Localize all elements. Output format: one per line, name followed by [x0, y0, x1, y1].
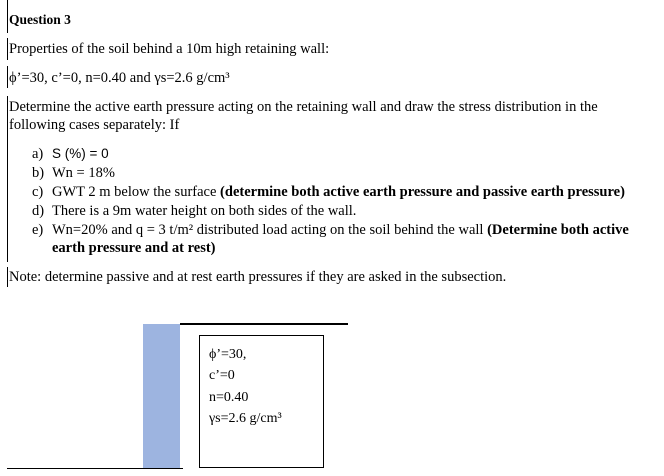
base-ground-line — [7, 468, 183, 469]
case-text: Wn = 18% — [52, 165, 115, 181]
legend-unit-weight: γs=2.6 g/cm³ — [209, 411, 282, 426]
case-text-wrap — [52, 221, 629, 239]
left-border-rule — [7, 96, 8, 262]
case-marker: b) — [32, 165, 45, 181]
instruction-line-1: Determine the active earth pressure acting on the retaining wall and draw the stress distribution in the — [9, 99, 598, 115]
case-text: GWT 2 m below the surface — [52, 184, 221, 200]
question-title: Question 3 — [9, 12, 71, 27]
left-border-rule — [7, 267, 8, 287]
case-text: S (%) = 0 — [52, 146, 109, 161]
retaining-wall — [143, 324, 180, 469]
soil-properties: ϕ’=30, c’=0, n=0.40 and γs=2.6 g/cm³ — [9, 70, 230, 86]
case-text: There is a 9m water height on both sides of the wall. — [52, 203, 357, 219]
question-intro: Properties of the soil behind a 10m high retaining wall: — [9, 41, 330, 57]
left-border-rule — [7, 38, 8, 60]
left-border-rule — [7, 0, 8, 33]
case-marker: c) — [32, 184, 44, 200]
case-text-bold-continued: earth pressure and at rest) — [52, 240, 216, 256]
left-border-rule — [7, 66, 8, 88]
case-text-bold: (determine both active earth pressure and passive earth pressure) — [220, 184, 625, 200]
legend-cohesion: c’=0 — [209, 368, 235, 383]
note-text: Note: determine passive and at rest earth pressures if they are asked in the subsection. — [9, 269, 507, 285]
backfill-surface-line — [180, 323, 348, 325]
case-text-wrap — [52, 183, 625, 201]
case-text: Wn=20% and q = 3 t/m² distributed load acting on the soil behind the wall — [52, 222, 488, 238]
legend-porosity: n=0.40 — [209, 390, 249, 405]
legend-friction-angle: ϕ’=30, — [209, 347, 247, 362]
case-marker: e) — [32, 222, 44, 238]
case-marker: a) — [32, 146, 44, 162]
soil-properties-box — [199, 335, 324, 468]
case-text-bold: (Determine both active — [487, 222, 629, 238]
instruction-line-2: following cases separately: If — [9, 117, 180, 133]
case-marker: d) — [32, 203, 45, 219]
